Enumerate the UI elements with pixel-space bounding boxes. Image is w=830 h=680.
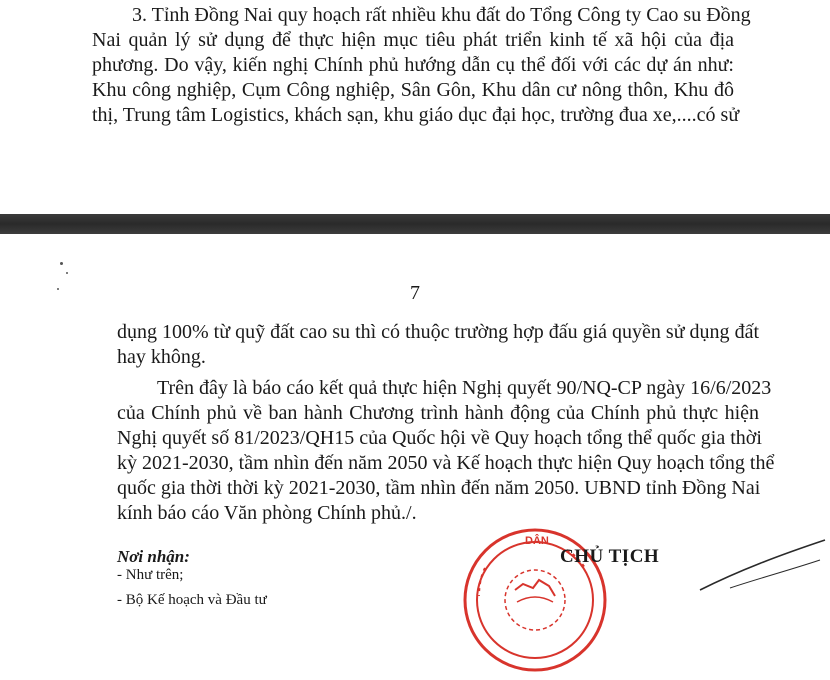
recipients-block xyxy=(117,547,267,608)
text-line: kính báo cáo Văn phòng Chính phủ./. xyxy=(117,502,417,524)
scan-speck xyxy=(60,262,63,265)
page-number: 7 xyxy=(410,282,420,304)
page-separator xyxy=(0,214,830,234)
paragraph-item-3 xyxy=(92,3,751,128)
paragraph-continuation xyxy=(117,320,759,370)
recipient-item: - Bộ Kế hoạch và Đầu tư xyxy=(117,592,267,608)
text-line: dụng 100% từ quỹ đất cao su thì có thuộc trường hợp đấu giá quyền sử dụng đất xyxy=(117,321,759,343)
paragraph-report-summary xyxy=(117,376,775,526)
text-line: 3. Tỉnh Đồng Nai quy hoạch rất nhiều khu đất do Tổng Công ty Cao su Đồng xyxy=(132,4,751,26)
text-line: quốc gia thời thời kỳ 2021-2030, tầm nhìn đến năm 2050. UBND tỉnh Đồng Nai xyxy=(117,477,761,499)
signature-title: CHỦ TỊCH xyxy=(560,546,660,567)
text-line: hay không. xyxy=(117,346,206,368)
text-line: Khu công nghiệp, Cụm Công nghiệp, Sân Gôn, Khu dân cư nông thôn, Khu đô xyxy=(92,79,734,101)
text-line: của Chính phủ về ban hành Chương trình hành động của Chính phủ thực hiện xyxy=(117,402,759,424)
signature-stroke-icon xyxy=(640,530,830,596)
text-line: Nghị quyết số 81/2023/QH15 của Quốc hội về Quy hoạch tổng thể quốc gia thời xyxy=(117,427,762,449)
text-line: thị, Trung tâm Logistics, khách sạn, khu giáo dục đại học, trường đua xe,....có sử xyxy=(92,104,740,126)
official-seal-icon xyxy=(455,520,615,680)
text-line: kỳ 2021-2030, tầm nhìn đến năm 2050 và Kế hoạch thực hiện Quy hoạch tổng thể xyxy=(117,452,775,474)
text-line: Nai quản lý sử dụng để thực hiện mục tiêu phát triển kinh tế xã hội của địa xyxy=(92,29,734,51)
text-line: Trên đây là báo cáo kết quả thực hiện Nghị quyết 90/NQ-CP ngày 16/6/2023 xyxy=(157,377,772,399)
text-line: phương. Do vậy, kiến nghị Chính phủ hướng dẫn cụ thể đối với các dự án như: xyxy=(92,54,734,76)
seal-text: DÂN xyxy=(525,535,549,547)
recipient-item: - Như trên; xyxy=(117,567,184,583)
document-page-top xyxy=(0,0,830,214)
scan-speck xyxy=(66,272,68,274)
recipients-title: Nơi nhận: xyxy=(117,547,190,566)
